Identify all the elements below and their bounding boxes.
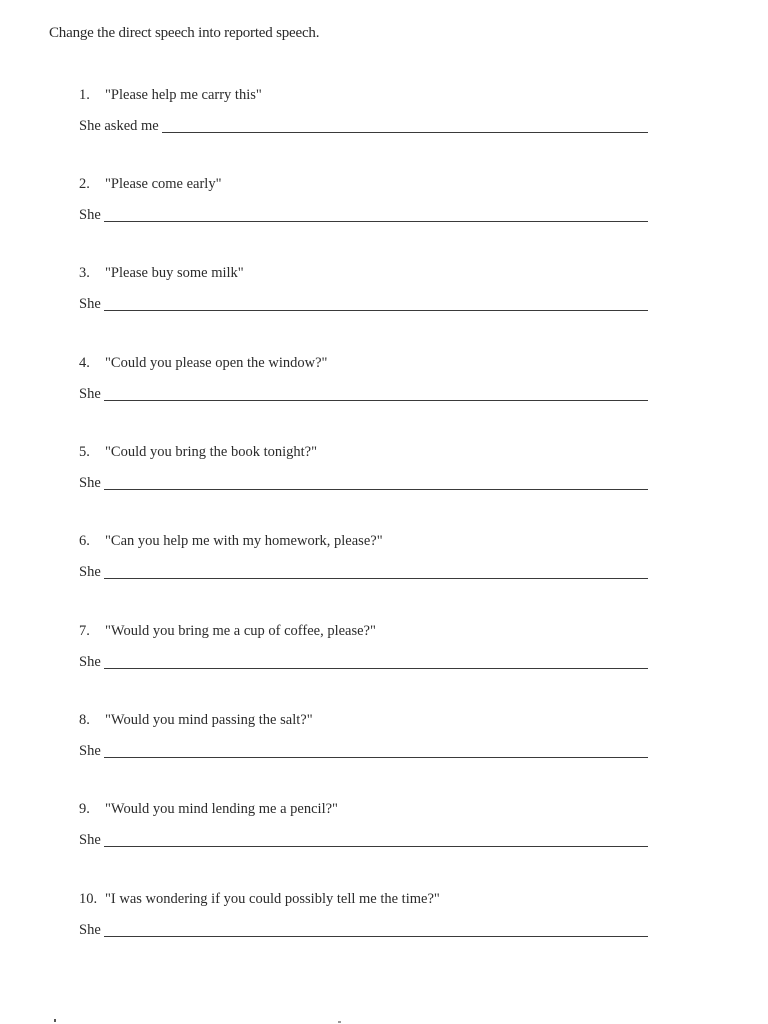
question-prompt	[79, 891, 440, 908]
answer-label: She	[79, 296, 101, 312]
answer-label: She	[79, 743, 101, 759]
question-text: "Please buy some milk"	[105, 265, 244, 281]
question-item-8	[0, 712, 768, 772]
question-prompt	[79, 444, 317, 461]
question-item-4	[0, 355, 768, 415]
answer-label: She asked me	[79, 118, 159, 134]
question-number: 2.	[79, 176, 90, 192]
question-number: 9.	[79, 801, 90, 817]
question-text: "Please come early"	[105, 176, 222, 192]
answer-line[interactable]	[104, 295, 648, 311]
answer-label: She	[79, 922, 101, 938]
question-item-2	[0, 176, 768, 236]
scan-artifact	[54, 1019, 56, 1022]
question-text: "Could you bring the book tonight?"	[105, 444, 318, 460]
question-text: "I was wondering if you could possibly tell me the time?"	[105, 891, 440, 907]
answer-label: She	[79, 564, 101, 580]
answer-row	[79, 473, 648, 491]
answer-label: She	[79, 832, 101, 848]
question-prompt	[79, 533, 383, 550]
answer-label: She	[79, 654, 101, 670]
answer-row	[79, 116, 648, 134]
answer-row	[79, 652, 648, 670]
answer-label: She	[79, 207, 101, 223]
question-prompt	[79, 801, 338, 818]
answer-line[interactable]	[104, 385, 648, 401]
question-text: "Would you bring me a cup of coffee, please?"	[105, 623, 376, 639]
question-number: 10.	[79, 891, 98, 907]
question-item-5	[0, 444, 768, 504]
question-number: 6.	[79, 533, 90, 549]
answer-line[interactable]	[104, 206, 648, 222]
answer-line[interactable]	[104, 921, 648, 937]
answer-line[interactable]	[104, 831, 648, 847]
answer-line[interactable]	[104, 742, 648, 758]
question-number: 5.	[79, 444, 90, 460]
question-text: "Would you mind passing the salt?"	[105, 712, 313, 728]
question-item-7	[0, 623, 768, 683]
answer-label: She	[79, 475, 101, 491]
question-prompt	[79, 355, 327, 372]
question-text: "Would you mind lending me a pencil?"	[105, 801, 338, 817]
answer-line[interactable]	[104, 563, 648, 579]
question-item-10	[0, 891, 768, 951]
answer-row	[79, 384, 648, 402]
question-item-6	[0, 533, 768, 593]
answer-line[interactable]	[104, 474, 648, 490]
question-item-3	[0, 265, 768, 325]
question-number: 1.	[79, 87, 90, 103]
answer-row	[79, 830, 648, 848]
question-prompt	[79, 87, 262, 104]
answer-row	[79, 741, 648, 759]
answer-row	[79, 562, 648, 580]
question-number: 4.	[79, 355, 90, 371]
answer-row	[79, 205, 648, 223]
question-item-1	[0, 87, 768, 147]
answer-row	[79, 920, 648, 938]
answer-line[interactable]	[162, 117, 648, 133]
answer-row	[79, 294, 648, 312]
question-text: "Could you please open the window?"	[105, 355, 328, 371]
question-prompt	[79, 623, 376, 640]
question-prompt	[79, 265, 244, 282]
question-number: 3.	[79, 265, 90, 281]
question-item-9	[0, 801, 768, 861]
question-text: "Can you help me with my homework, please?"	[105, 533, 383, 549]
question-number: 7.	[79, 623, 90, 639]
answer-label: She	[79, 386, 101, 402]
question-number: 8.	[79, 712, 90, 728]
question-text: "Please help me carry this"	[105, 87, 262, 103]
question-prompt	[79, 712, 313, 729]
question-prompt	[79, 176, 222, 193]
worksheet-instruction: Change the direct speech into reported speech.	[49, 25, 320, 41]
scan-artifact	[338, 1021, 341, 1023]
answer-line[interactable]	[104, 653, 648, 669]
